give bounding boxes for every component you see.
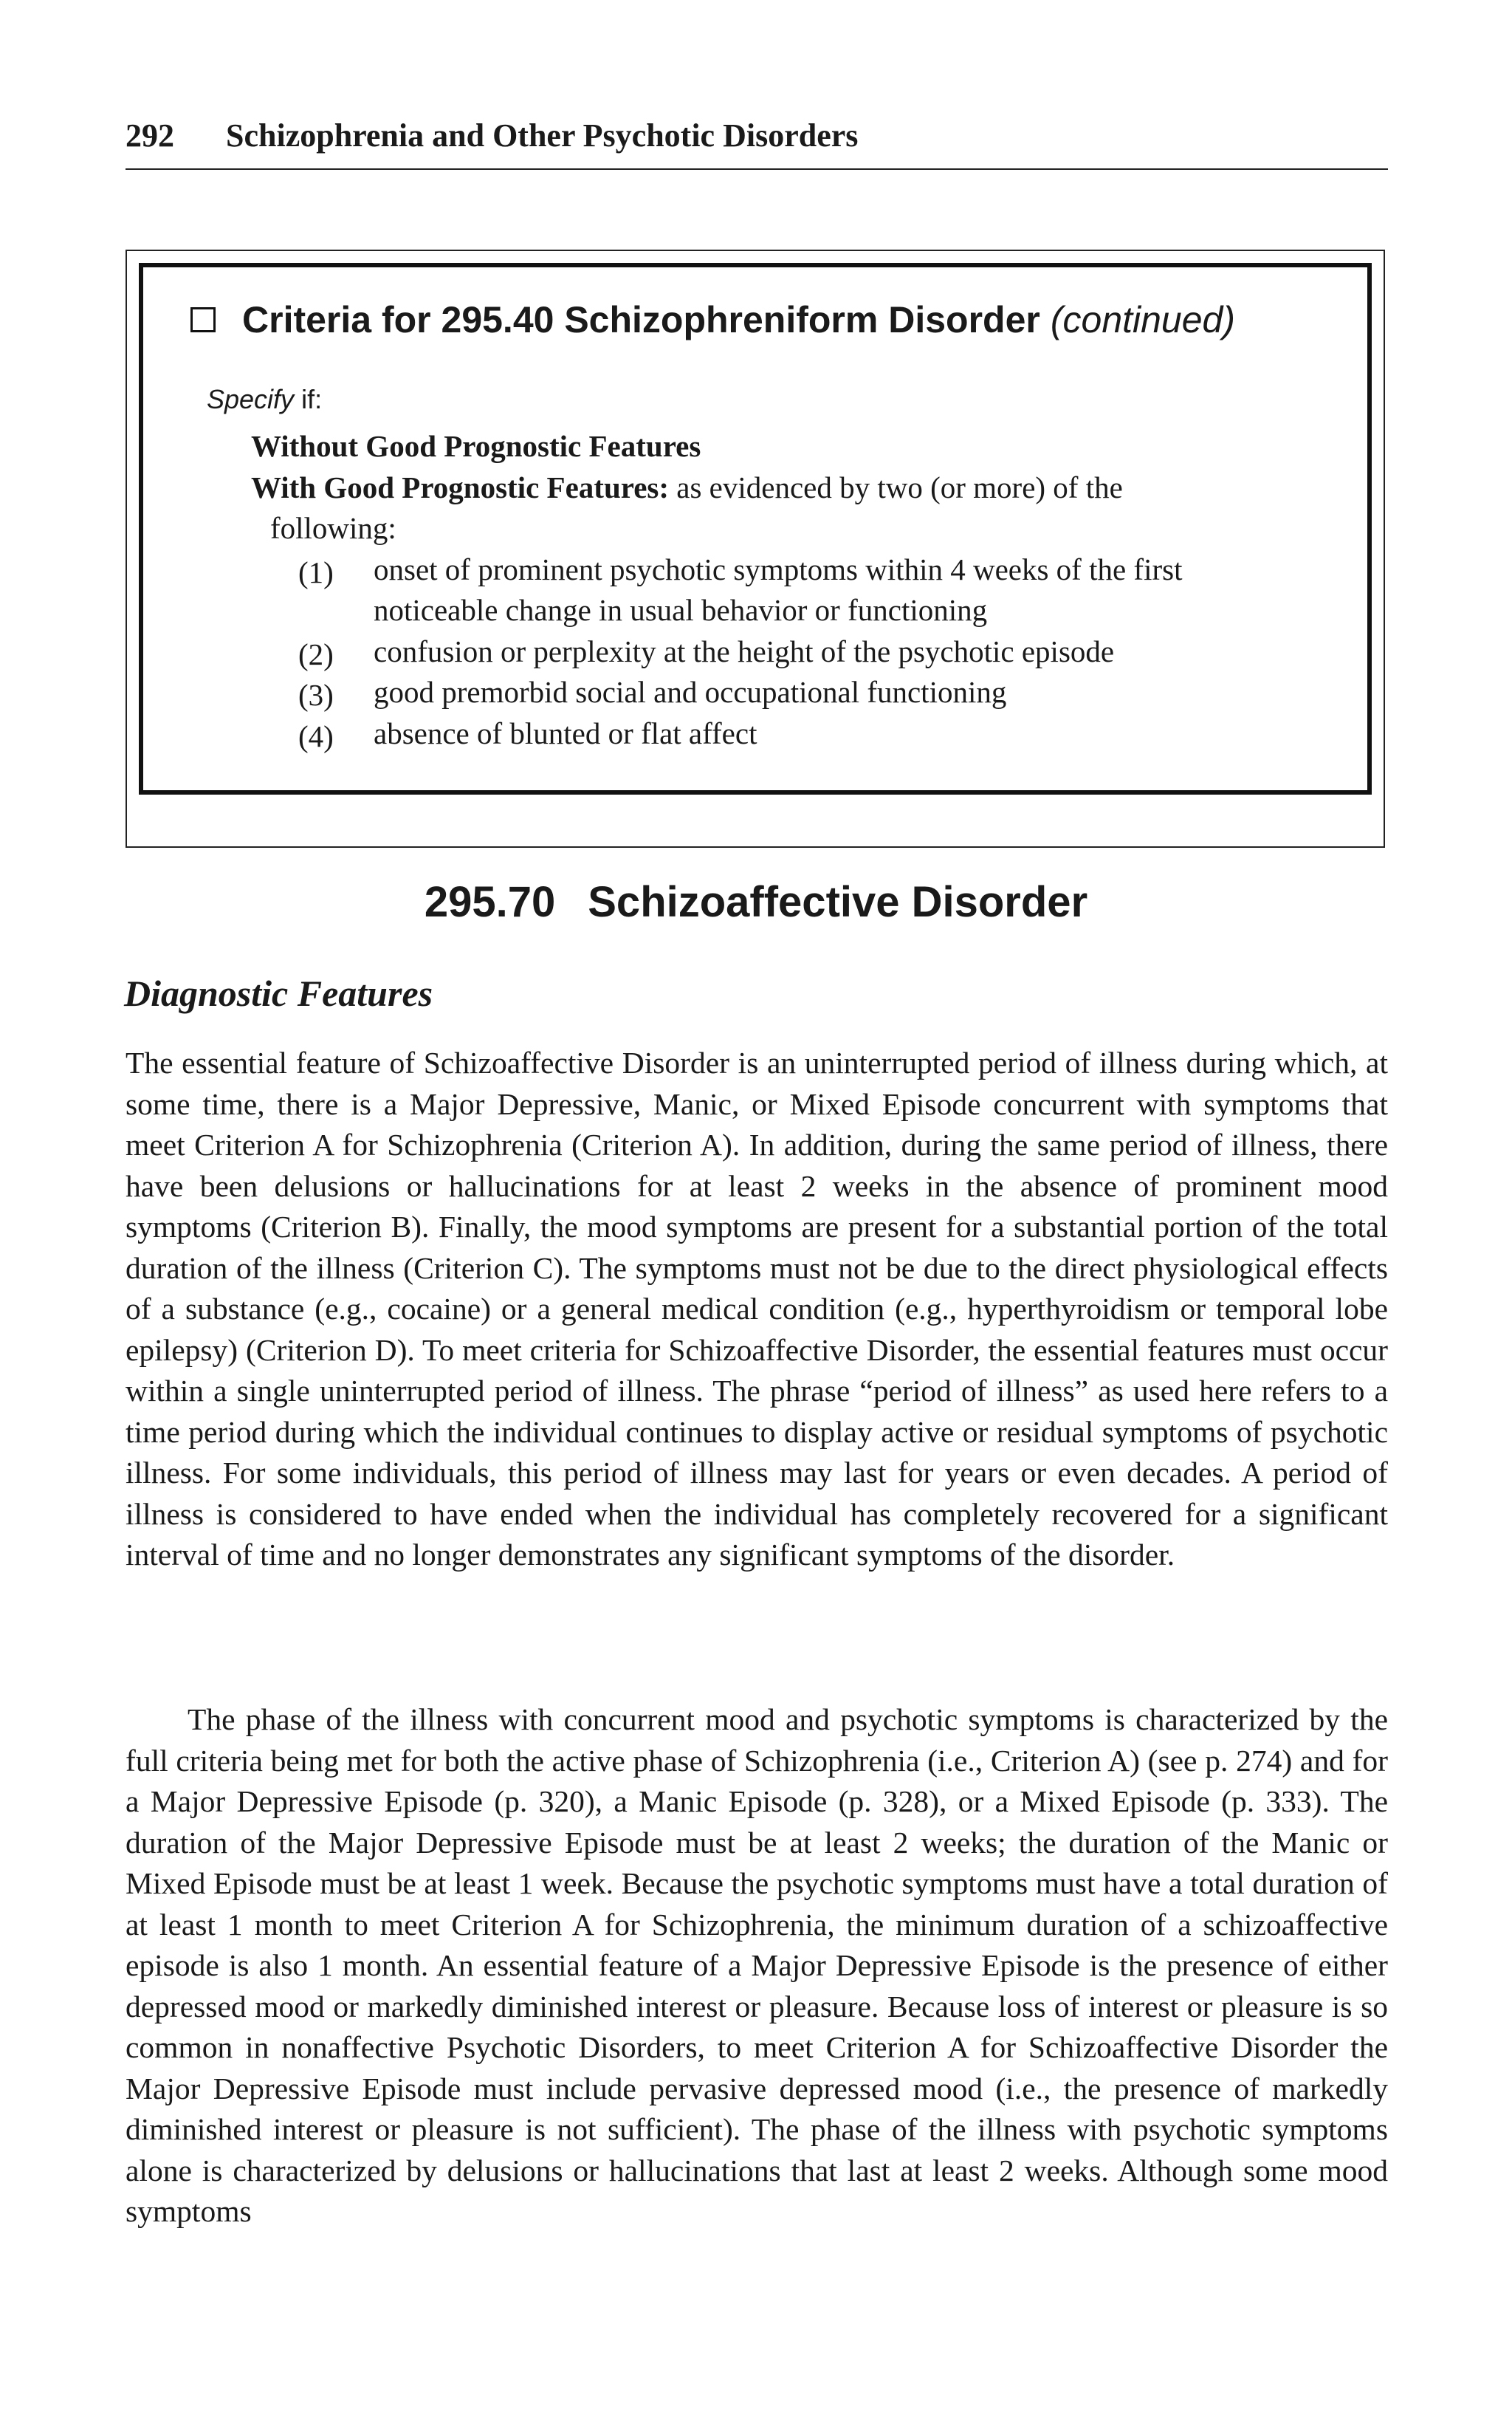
without-prognostic-text: Without Good Prognostic Features [251,429,701,463]
checkbox-icon [190,307,216,332]
header-divider [126,168,1388,170]
section-title-text: Schizoaffective Disorder [588,878,1088,926]
section-title [0,877,1512,927]
with-prognostic-label: With Good Prognostic Features: [251,470,670,504]
criteria-box-title [190,298,1235,341]
specify-label: Specify [207,384,295,414]
criterion-number: (1) [298,555,334,589]
running-title: Schizophrenia and Other Psychotic Disorders [226,117,859,154]
criterion-text: absence of blunted or flat affect [374,716,757,750]
criterion-text: onset of prominent psychotic symptoms within 4 weeks of the first [374,552,1183,586]
body-paragraph: The essential feature of Schizoaffective Disorder is an uninterrupted period of illness during which, at some time, there is a Major Depressive, Manic, or Mixed Episode concurrent with symptoms that meet Criterion A for Schizophrenia (Criterion A). In addition, during the same period of illness, there have been delusions or hallucinations for at least 2 weeks in the absence of prominent mood symptoms (Criterion B). Finally, the mood symptoms are present for a substantial portion of the total duration of the illness (Criterion C). The symptoms must not be due to the direct physiological effects of a substance (e.g., cocaine) or a general medical condition (e.g., hyperthyroidism or temporal lobe epilepsy) (Criterion D). To meet criteria for Schizoaffective Disorder, the essential features must occur within a single uninterrupted period of illness. The phrase “period of illness” as used here refers to a time period during which the individual continues to display active or residual symptoms of psychotic illness. For some individuals, this period of illness may last for years or even decades. A period of illness is considered to have ended when the individual has completely recovered for a significant interval of time and no longer demonstrates any significant symptoms of the disorder. [126,1046,1388,1572]
criterion-text: good premorbid social and occupational functioning [374,675,1007,709]
criterion-number: (3) [298,678,334,712]
criterion-number: (2) [298,637,334,671]
page-number: 292 [126,117,174,154]
specify-line [207,384,322,415]
body-paragraph: The phase of the illness with concurrent mood and psychotic symptoms is characterized by the full criteria being met for both the active phase of Schizophrenia (i.e., Criterion A) (see p. 274) and for a Major Depressive Episode (p. 320), a Manic Episode (p. 328), or a Mixed Episode (p. 333). The duration of the Major Depressive Episode must be at least 2 weeks; the duration of the Manic or Mixed Episode must be at least 1 week. Because the psychotic symptoms must have a total duration of at least 1 month to meet Criterion A for Schizophrenia, the minimum duration of a schizoaffective episode is also 1 month. An essential feature of a Major Depressive Episode is the presence of either depressed mood or markedly diminished interest or pleasure. Because loss of interest or pleasure is so common in nonaffective Psychotic Disorders, to meet Criterion A for Schizoaffective Disorder the Major Depressive Episode must include pervasive depressed mood (i.e., the presence of markedly diminished interest or pleasure is not sufficient). The phase of the illness with psychotic symptoms alone is characterized by delusions or hallucinations that last at least 2 weeks. Although some mood symptoms [126,1702,1388,2228]
subheading: Diagnostic Features [124,973,433,1014]
criterion-number: (4) [298,719,334,753]
criteria-title-text: Criteria for 295.40 Schizophreniform Disorder [242,299,1040,340]
specify-suffix: if: [294,384,323,414]
continued-label: (continued) [1050,299,1236,340]
with-prognostic-continuation: following: [270,511,396,545]
section-code: 295.70 [424,878,556,926]
with-prognostic-line [251,470,1123,504]
running-header [126,117,1388,154]
criterion-text-continuation: noticeable change in usual behavior or functioning [374,593,988,627]
with-prognostic-text: as evidenced by two (or more) of the [669,470,1123,504]
without-prognostic-label [251,431,701,462]
criterion-text: confusion or perplexity at the height of the psychotic episode [374,634,1115,668]
